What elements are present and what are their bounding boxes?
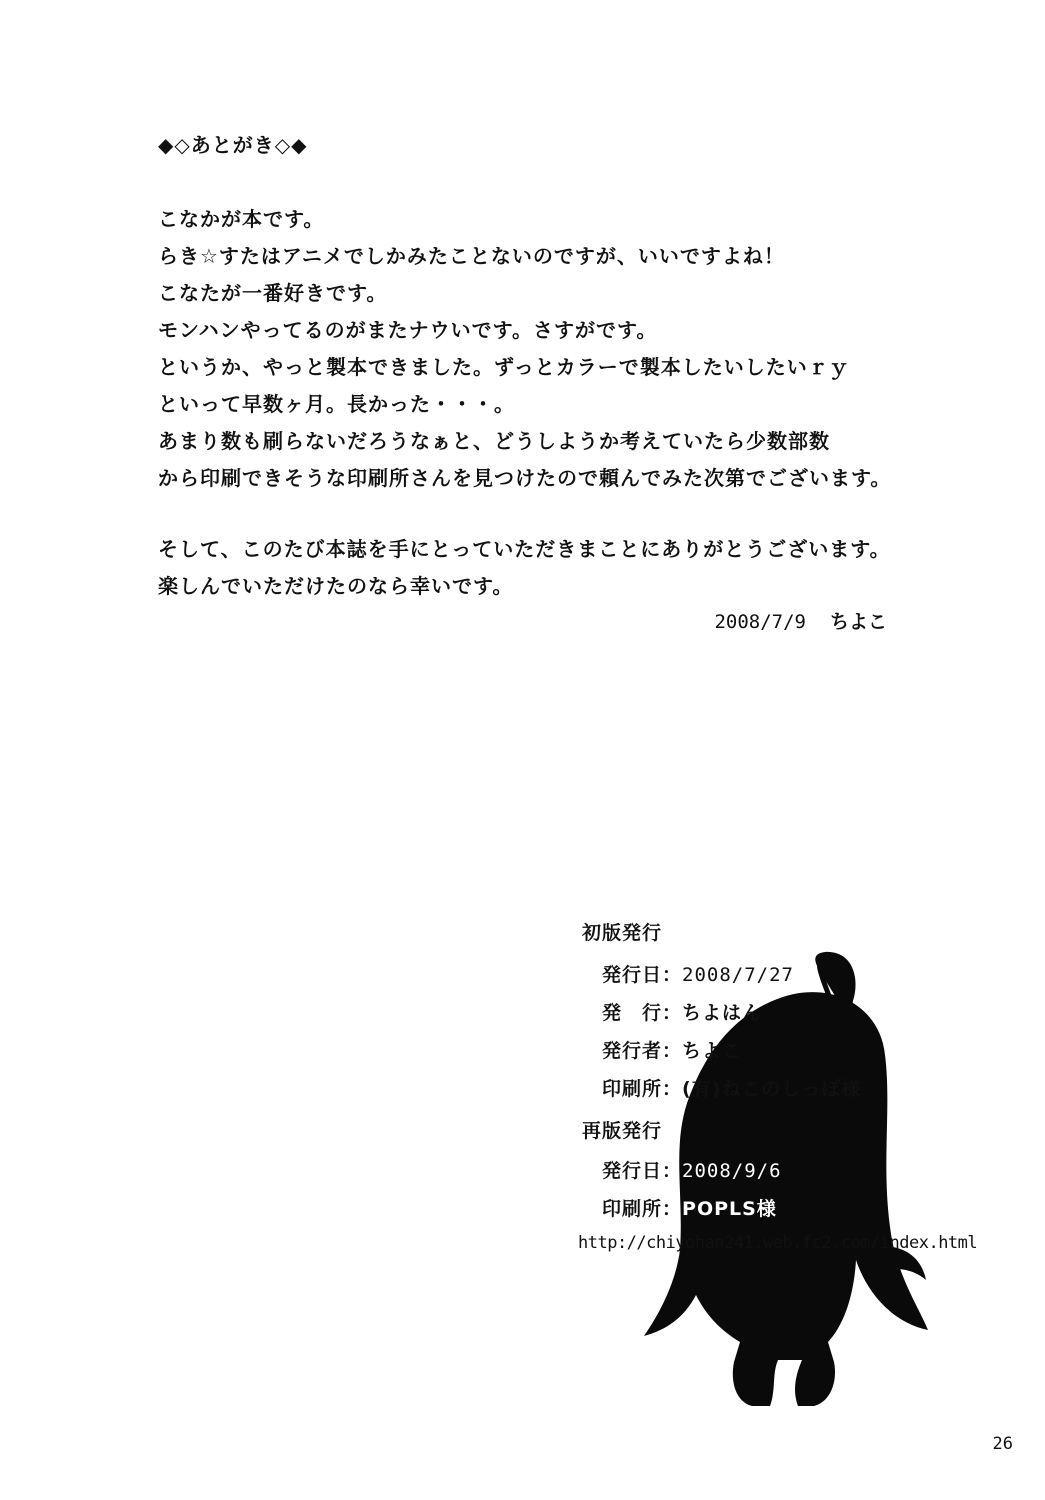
second-edition-date-value: 2008/9/6 xyxy=(682,1160,782,1182)
afterword-signature xyxy=(714,607,887,634)
afterword-line-3: こなたが一番好きです。 xyxy=(158,281,388,305)
afterword-line-7: あまり数も刷らないだろうなぁと、どうしようか考えていたら少数部数 xyxy=(158,429,830,453)
first-edition-printer-label: 印刷所： xyxy=(602,1078,683,1100)
first-edition-date-label: 発行日： xyxy=(602,964,683,986)
second-edition-printer-value: POPLS様 xyxy=(682,1198,777,1220)
first-edition-publisher-label: 発 行： xyxy=(602,1002,683,1024)
first-edition-issuer-label: 発行者： xyxy=(602,1040,683,1062)
afterword-line-2: らき☆すたはアニメでしかみたことないのですが、いいですよね！ xyxy=(158,244,785,268)
page-number: 26 xyxy=(992,1434,1013,1454)
second-edition-printer-label: 印刷所： xyxy=(602,1198,683,1220)
first-edition-date-row xyxy=(602,960,794,987)
website-url: http://chiyohan241.web.fc2.com/index.html xyxy=(578,1233,978,1253)
first-edition-publisher-row xyxy=(602,998,762,1025)
afterword-line-4: モンハンやってるのがまたナウいです。さすがです。 xyxy=(158,318,658,342)
afterword-line-5: というか、やっと製本できました。ずっとカラーで製本したいしたいｒｙ xyxy=(158,355,850,379)
afterword-line-10: 楽しんでいただけたのなら幸いです。 xyxy=(158,574,514,598)
afterword-line-6: といって早数ヶ月。長かった・・・。 xyxy=(158,392,515,416)
first-edition-printer-row xyxy=(602,1074,861,1101)
second-edition-printer-row xyxy=(602,1194,777,1221)
first-edition-publisher-value: ちよはん xyxy=(682,1002,763,1024)
signature-date: 2008/7/9 xyxy=(714,611,806,633)
afterword-line-8: から印刷できそうな印刷所さんを見つけたので頼んでみた次第でございます。 xyxy=(158,466,892,490)
first-edition-title: 初版発行 xyxy=(582,922,663,944)
signature-name: ちよこ xyxy=(829,611,887,633)
second-edition-date-row xyxy=(602,1156,782,1183)
first-edition-printer-value: (有)ねこのしっぽ様 xyxy=(682,1078,862,1100)
second-edition-title: 再版発行 xyxy=(582,1120,663,1142)
first-edition-issuer-row xyxy=(602,1036,742,1063)
afterword-line-1: こなかが本です。 xyxy=(158,207,325,231)
first-edition-issuer-value: ちよこ xyxy=(682,1040,743,1062)
afterword-heading: ◆◇あとがき◇◆ xyxy=(158,133,308,157)
first-edition-date-value: 2008/7/27 xyxy=(682,964,794,986)
second-edition-date-label: 発行日： xyxy=(602,1160,683,1182)
afterword-line-9: そして、このたび本誌を手にとっていただきまことにありがとうございます。 xyxy=(158,537,891,561)
